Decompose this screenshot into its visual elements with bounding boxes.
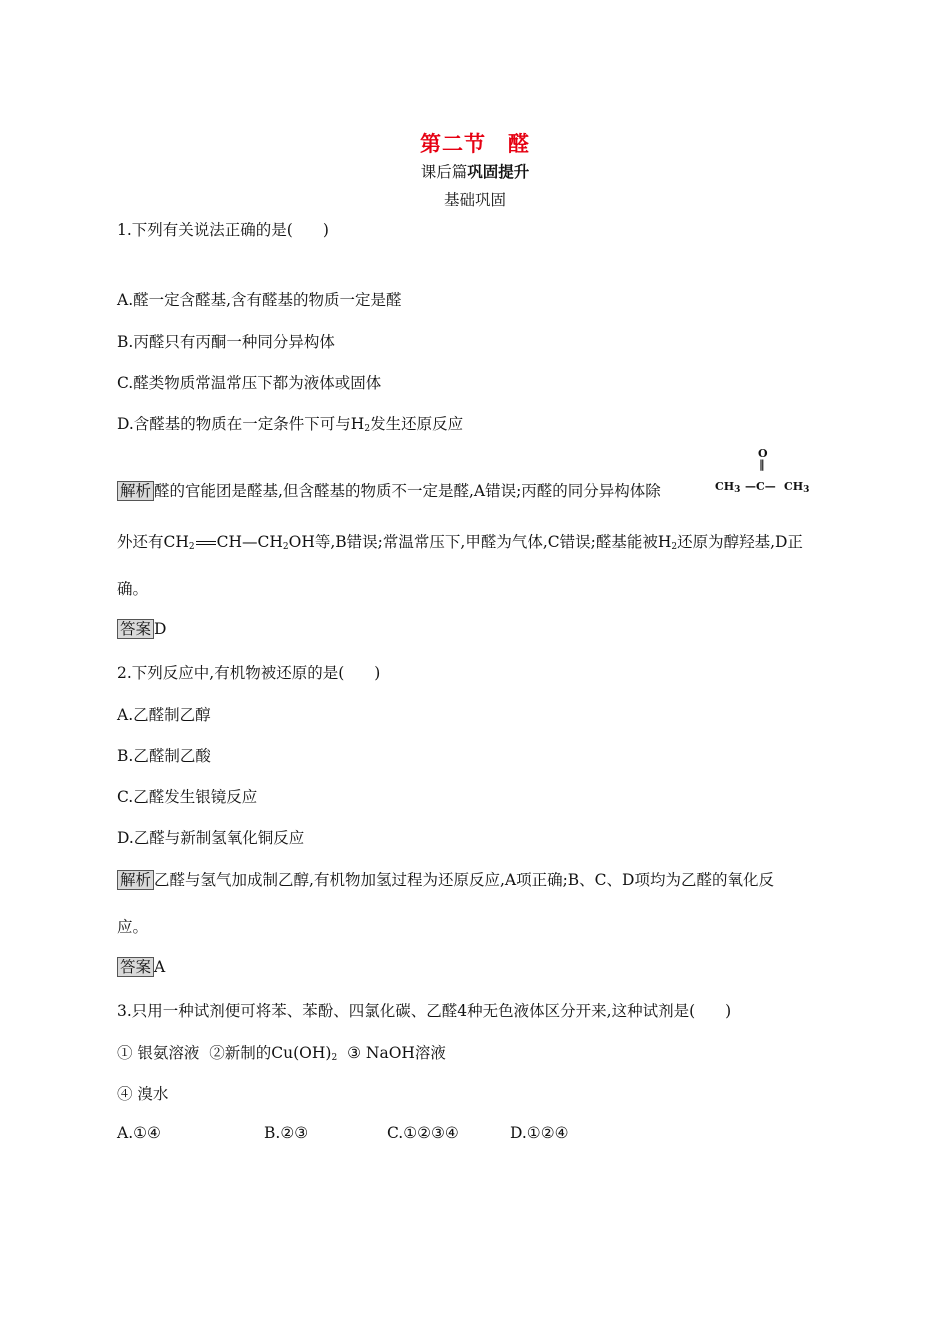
formula-oxygen: O <box>758 447 768 460</box>
q1-option-b: B.丙醛只有丙酮一种同分异构体 <box>117 333 335 351</box>
q1-option-d-sub: 2 <box>364 424 371 434</box>
formula-right-sub: 3 <box>803 485 810 495</box>
page-title <box>0 128 950 158</box>
q3-choice-a: A.①④ <box>117 1124 161 1142</box>
q3-reagent-3: ③ NaOH溶液 <box>347 1044 446 1062</box>
q1-option-d <box>117 412 463 434</box>
q2-answer-value: A <box>154 958 166 976</box>
q3-stem-close: ) <box>725 1002 732 1020</box>
page-subtitle <box>0 160 950 182</box>
q1-analysis-line1 <box>117 479 661 501</box>
q2-option-a: A.乙醛制乙醇 <box>117 706 211 724</box>
q3-choice-c: C.①②③④ <box>387 1124 459 1142</box>
title-topic: 醛 <box>508 131 530 156</box>
q3-reagent-2-sub: 2 <box>331 1053 338 1063</box>
q1-answer <box>117 619 166 639</box>
q1-analysis-line2 <box>117 530 803 552</box>
subtitle-prefix: 课后篇 <box>420 163 468 181</box>
q2-stem <box>117 661 380 683</box>
double-bond-symbol <box>195 538 217 548</box>
section-heading: 基础巩固 <box>443 191 506 209</box>
q1-option-a: A.醛一定含醛基,含有醛基的物质一定是醛 <box>117 291 402 309</box>
q3-reagent-4: ④ 溴水 <box>117 1085 169 1103</box>
formula-left-sub: 3 <box>734 485 741 495</box>
q1-stem-close: ) <box>322 221 329 239</box>
q3-reagent-1: ① 银氨溶液 <box>117 1044 200 1062</box>
q1-option-c: C.醛类物质常温常压下都为液体或固体 <box>117 374 382 392</box>
acetone-structural-formula <box>712 447 822 495</box>
q2-answer <box>117 957 165 977</box>
q1-analysis-2c: OH等,B错误;常温常压下,甲醛为气体,C错误;醛基能被H <box>288 533 672 551</box>
formula-right-methyl <box>784 480 809 495</box>
q3-reagent-2: ②新制的Cu(OH) <box>209 1044 332 1062</box>
q1-stem <box>117 218 329 240</box>
q1-analysis-2a: 外还有CH <box>117 533 189 551</box>
q1-answer-value: D <box>154 620 167 638</box>
q2-stem-text: 2.下列反应中,有机物被还原的是( <box>117 664 345 682</box>
subtitle-bold: 巩固提升 <box>467 162 530 181</box>
formula-left-methyl <box>715 480 740 495</box>
q1-analysis-2d: 还原为醇羟基,D正 <box>677 533 803 551</box>
formula-carbonyl-carbon: —C— <box>745 480 776 493</box>
q3-choice-b: B.②③ <box>264 1124 309 1142</box>
q1-option-d-tail: 发生还原反应 <box>370 415 464 433</box>
q2-option-d: D.乙醛与新制氢氧化铜反应 <box>117 829 305 847</box>
q1-analysis-text1: 醛的官能团是醛基,但含醛基的物质不一定是醛,A错误;丙醛的同分异构体除 <box>154 482 661 500</box>
q3-reagents-line1 <box>117 1041 446 1063</box>
q1-analysis-2c-sub: 2 <box>671 542 678 552</box>
formula-left-ch: CH <box>715 480 735 493</box>
q1-analysis-2b: CH—CH <box>216 533 283 551</box>
formula-double-bond: ‖ <box>759 458 765 471</box>
formula-right-ch: CH <box>784 480 804 493</box>
title-section-number: 第二节 <box>420 131 486 156</box>
q1-analysis-2b-sub: 2 <box>282 542 289 552</box>
q2-option-b: B.乙醛制乙酸 <box>117 747 211 765</box>
q3-stem <box>117 999 731 1021</box>
q3-stem-text: 3.只用一种试剂便可将苯、苯酚、四氯化碳、乙醛4种无色液体区分开来,这种试剂是( <box>117 1002 696 1020</box>
q1-analysis-2a-sub: 2 <box>188 542 195 552</box>
q1-analysis-tag: 解析 <box>117 481 154 501</box>
q2-answer-tag: 答案 <box>117 957 154 977</box>
q1-option-d-text: D.含醛基的物质在一定条件下可与H <box>117 415 365 433</box>
q1-answer-tag: 答案 <box>117 619 154 639</box>
q2-analysis-text1: 乙醛与氢气加成制乙醇,有机物加氢过程为还原反应,A项正确;B、C、D项均为乙醛的氧化反 <box>154 871 774 889</box>
q3-choices <box>117 1124 569 1142</box>
q1-analysis-line3: 确。 <box>117 580 149 598</box>
q1-stem-text: 1.下列有关说法正确的是( <box>117 221 293 239</box>
q2-option-c: C.乙醛发生银镜反应 <box>117 788 258 806</box>
q2-analysis-tag: 解析 <box>117 870 154 890</box>
q2-analysis-line1 <box>117 868 774 890</box>
q2-stem-close: ) <box>374 664 381 682</box>
q3-choice-d: D.①②④ <box>510 1124 569 1142</box>
q2-analysis-line2: 应。 <box>117 918 149 936</box>
